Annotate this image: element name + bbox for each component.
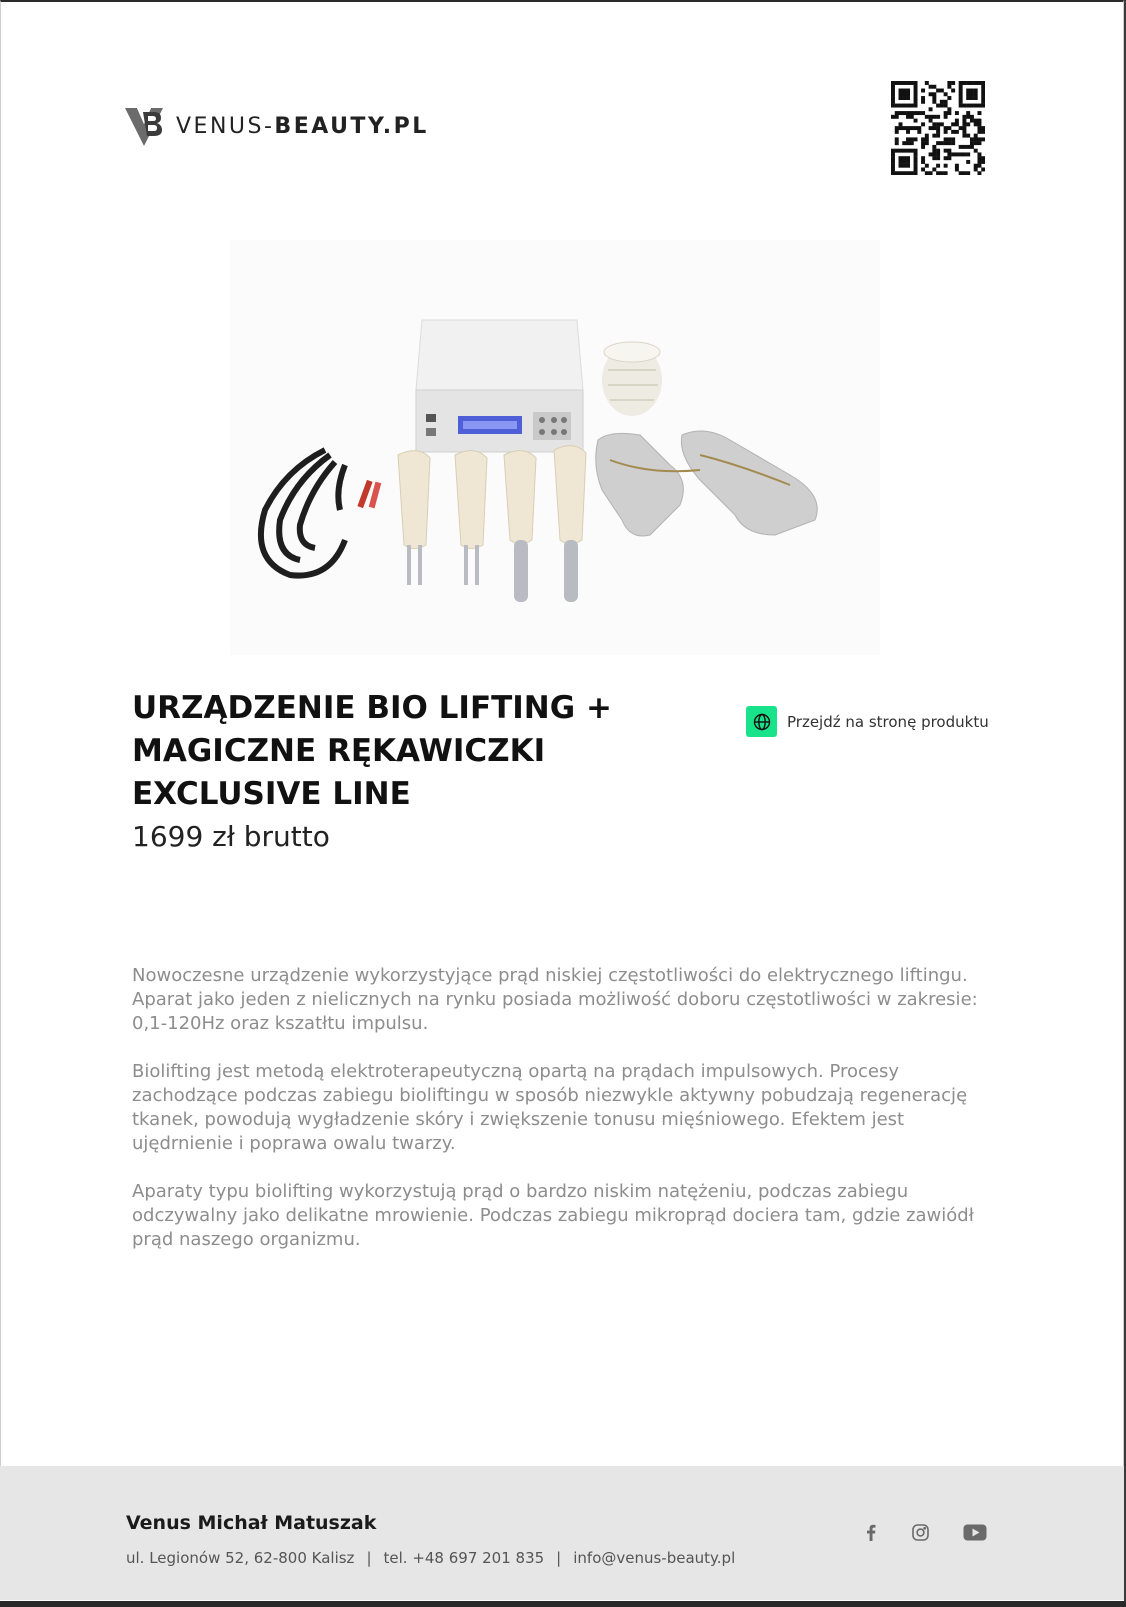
description-paragraph: Biolifting jest metodą elektroterapeutyczną opartą na prądach impulsowych. Procesy zachodzące podczas zabiegu bioliftingu w sposób niezwykle aktywny pobudzają regenerację tkanek, powodują wygładzenie skóry i zwiększenie tonusu mięśniowego. Efektem jest ujędrnienie i poprawa owalu twarzy. bbox=[132, 1061, 968, 1154]
phone-link[interactable]: tel. +48 697 201 835 bbox=[383, 1549, 545, 1567]
social-links bbox=[866, 1524, 987, 1541]
address: ul. Legionów 52, 62-800 Kalisz bbox=[126, 1549, 355, 1567]
product-title-line: EXCLUSIVE LINE bbox=[132, 776, 411, 812]
logo-text-light: VENUS- bbox=[176, 113, 275, 139]
logo-text-bold: BEAUTY.PL bbox=[274, 113, 429, 139]
product-title bbox=[132, 687, 692, 816]
instagram-icon[interactable] bbox=[912, 1524, 929, 1541]
product-title-line: MAGICZNE RĘKAWICZKI bbox=[132, 733, 546, 769]
brand-logo[interactable] bbox=[124, 104, 429, 148]
logo-text bbox=[176, 114, 429, 139]
product-price: 1699 zł brutto bbox=[132, 820, 330, 853]
description-paragraph: Nowoczesne urządzenie wykorzystyjące prąd niskiej częstotliwości do elektrycznego liftingu. Aparat jako jeden z nielicznych na rynku posiada możliwość doboru częstotliwości w zakresie: 0,1-120Hz oraz kszatłtu impulsu. bbox=[132, 965, 978, 1034]
cotton-swabs bbox=[602, 342, 662, 416]
product-title-line: URZĄDZENIE BIO LIFTING + bbox=[132, 690, 612, 726]
device-box bbox=[416, 320, 583, 452]
logo-mark-icon bbox=[124, 104, 164, 148]
product-page-link[interactable] bbox=[746, 706, 989, 737]
page-edge-bottom bbox=[0, 1601, 1126, 1607]
facebook-icon[interactable] bbox=[866, 1524, 876, 1541]
separator: | bbox=[556, 1549, 562, 1567]
product-page-link-label: Przejdź na stronę produktu bbox=[787, 712, 989, 731]
product-image bbox=[230, 240, 880, 655]
product-description bbox=[132, 964, 982, 1276]
separator: | bbox=[366, 1549, 372, 1567]
company-name: Venus Michał Matuszak bbox=[126, 1512, 377, 1534]
contact-line bbox=[126, 1549, 735, 1567]
email-link[interactable]: info@venus-beauty.pl bbox=[573, 1549, 736, 1567]
youtube-icon[interactable] bbox=[963, 1524, 987, 1541]
qr-code[interactable] bbox=[891, 81, 985, 175]
description-paragraph: Aparaty typu biolifting wykorzystują prąd o bardzo niskim natężeniu, podczas zabiegu odczywalny jako delikatne mrowienie. Podczas zabiegu mikroprąd dociera tam, gdzie zawiódł prąd naszego organizmu. bbox=[132, 1181, 974, 1250]
globe-icon bbox=[746, 706, 777, 737]
footer bbox=[0, 1466, 1124, 1600]
